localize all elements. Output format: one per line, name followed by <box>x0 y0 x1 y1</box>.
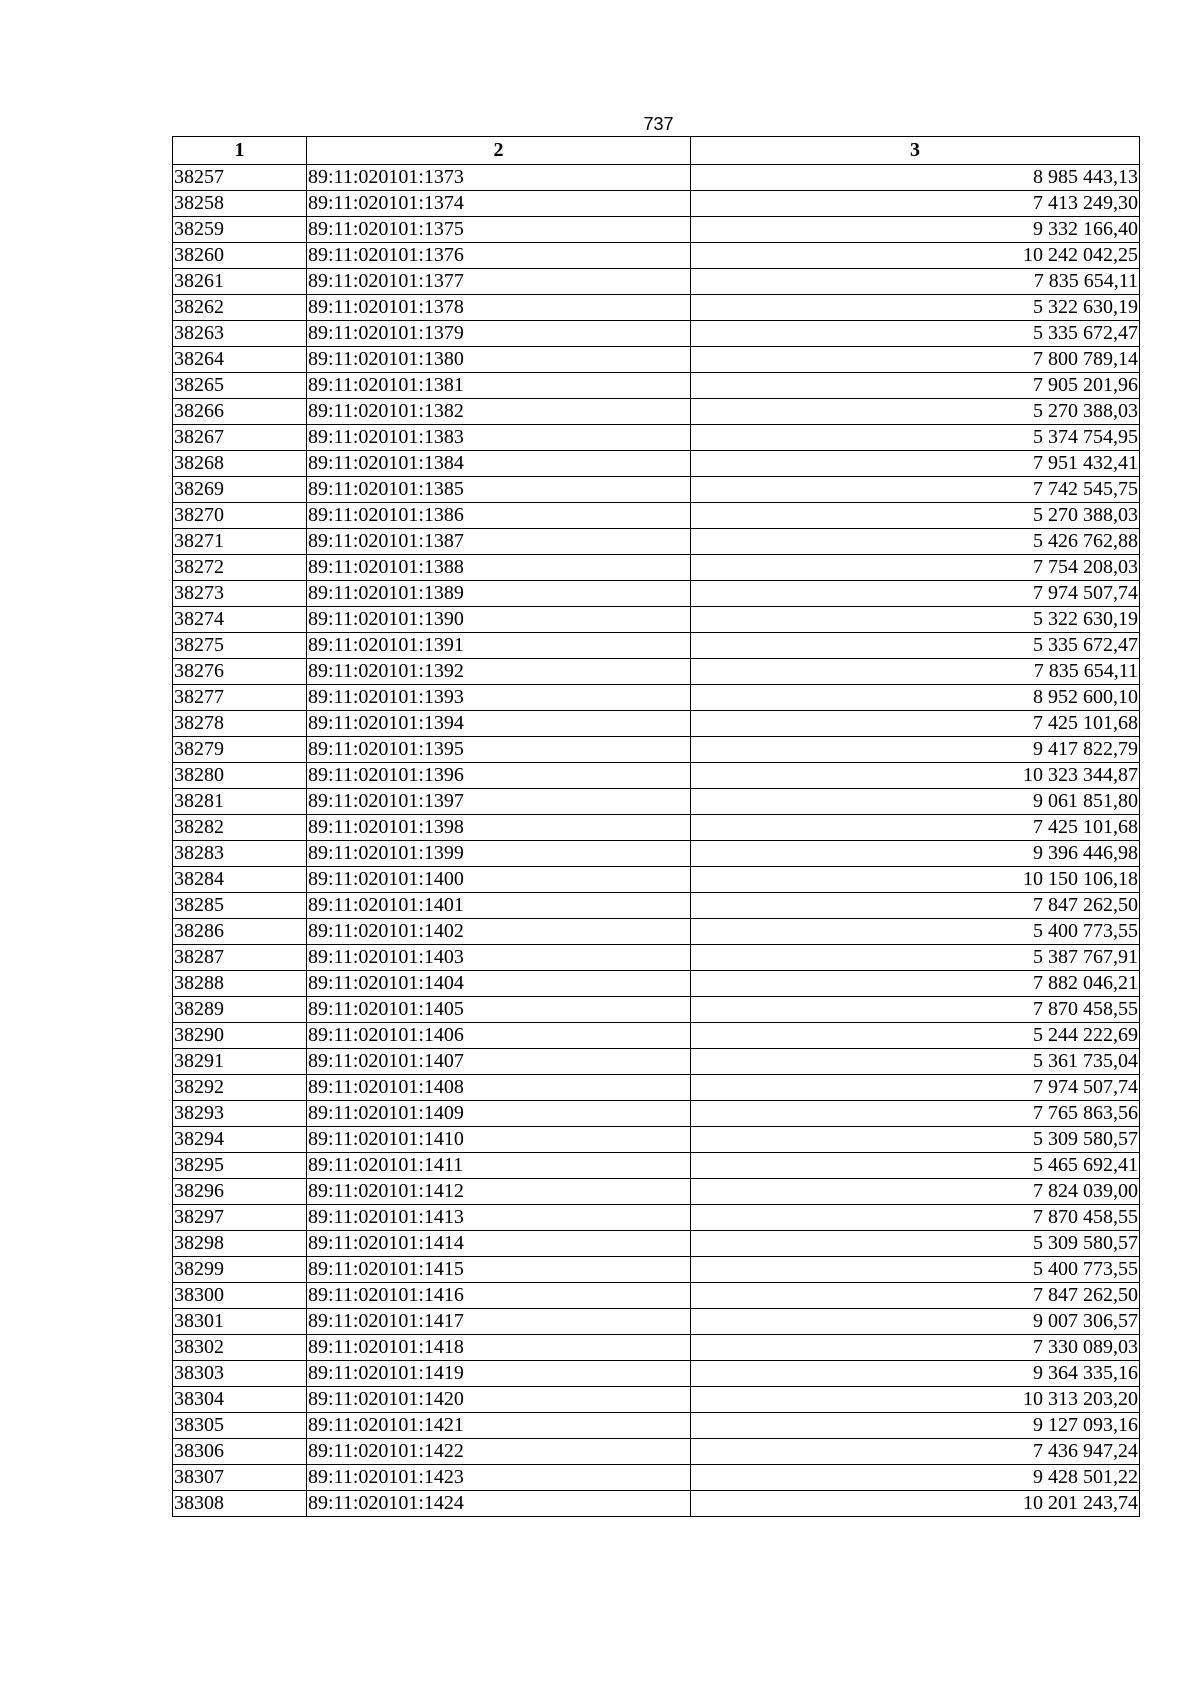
value-cell: 7 882 046,21 <box>691 971 1140 997</box>
row-number-cell: 38269 <box>173 477 307 503</box>
cadastral-number-cell: 89:11:020101:1377 <box>307 269 691 295</box>
value-cell: 7 847 262,50 <box>691 1283 1140 1309</box>
cadastral-number-cell: 89:11:020101:1397 <box>307 789 691 815</box>
table-row <box>173 1387 1140 1413</box>
cadastral-number-cell: 89:11:020101:1392 <box>307 659 691 685</box>
table-row <box>173 1127 1140 1153</box>
table-row <box>173 1491 1140 1517</box>
table-row <box>173 373 1140 399</box>
row-number-cell: 38276 <box>173 659 307 685</box>
row-number-cell: 38287 <box>173 945 307 971</box>
table-row <box>173 737 1140 763</box>
table-row <box>173 1257 1140 1283</box>
cadastral-number-cell: 89:11:020101:1396 <box>307 763 691 789</box>
table-row <box>173 1465 1140 1491</box>
row-number-cell: 38308 <box>173 1491 307 1517</box>
row-number-cell: 38273 <box>173 581 307 607</box>
cadastral-number-cell: 89:11:020101:1412 <box>307 1179 691 1205</box>
value-cell: 8 952 600,10 <box>691 685 1140 711</box>
table-row <box>173 867 1140 893</box>
value-cell: 5 270 388,03 <box>691 399 1140 425</box>
row-number-cell: 38305 <box>173 1413 307 1439</box>
cadastral-number-cell: 89:11:020101:1374 <box>307 191 691 217</box>
value-cell: 7 905 201,96 <box>691 373 1140 399</box>
table-row <box>173 815 1140 841</box>
table-row <box>173 1439 1140 1465</box>
table-row <box>173 711 1140 737</box>
table-row <box>173 1205 1140 1231</box>
table-row <box>173 295 1140 321</box>
row-number-cell: 38277 <box>173 685 307 711</box>
cadastral-number-cell: 89:11:020101:1422 <box>307 1439 691 1465</box>
row-number-cell: 38286 <box>173 919 307 945</box>
row-number-cell: 38289 <box>173 997 307 1023</box>
value-cell: 9 127 093,16 <box>691 1413 1140 1439</box>
table-row <box>173 269 1140 295</box>
cadastral-number-cell: 89:11:020101:1384 <box>307 451 691 477</box>
cadastral-number-cell: 89:11:020101:1409 <box>307 1101 691 1127</box>
value-cell: 5 244 222,69 <box>691 1023 1140 1049</box>
value-cell: 8 985 443,13 <box>691 165 1140 191</box>
cadastral-number-cell: 89:11:020101:1381 <box>307 373 691 399</box>
page-number-text: 737 <box>643 114 674 134</box>
table-row <box>173 607 1140 633</box>
table-row <box>173 1361 1140 1387</box>
cadastral-number-cell: 89:11:020101:1424 <box>307 1491 691 1517</box>
row-number-cell: 38284 <box>173 867 307 893</box>
value-cell: 5 322 630,19 <box>691 607 1140 633</box>
cadastral-number-cell: 89:11:020101:1376 <box>307 243 691 269</box>
row-number-cell: 38270 <box>173 503 307 529</box>
value-cell: 5 335 672,47 <box>691 633 1140 659</box>
value-cell: 5 270 388,03 <box>691 503 1140 529</box>
value-cell: 10 313 203,20 <box>691 1387 1140 1413</box>
table-body <box>173 165 1140 1517</box>
table-row <box>173 321 1140 347</box>
cadastral-number-cell: 89:11:020101:1375 <box>307 217 691 243</box>
table-row <box>173 1413 1140 1439</box>
table-row <box>173 529 1140 555</box>
value-cell: 7 835 654,11 <box>691 659 1140 685</box>
row-number-cell: 38279 <box>173 737 307 763</box>
table-row <box>173 1049 1140 1075</box>
row-number-cell: 38302 <box>173 1335 307 1361</box>
value-cell: 5 465 692,41 <box>691 1153 1140 1179</box>
row-number-cell: 38288 <box>173 971 307 997</box>
table-row <box>173 997 1140 1023</box>
table-row <box>173 399 1140 425</box>
value-cell: 7 974 507,74 <box>691 581 1140 607</box>
value-cell: 7 824 039,00 <box>691 1179 1140 1205</box>
row-number-cell: 38275 <box>173 633 307 659</box>
row-number-cell: 38274 <box>173 607 307 633</box>
value-cell: 9 396 446,98 <box>691 841 1140 867</box>
cadastral-number-cell: 89:11:020101:1393 <box>307 685 691 711</box>
row-number-cell: 38280 <box>173 763 307 789</box>
value-cell: 9 332 166,40 <box>691 217 1140 243</box>
row-number-cell: 38259 <box>173 217 307 243</box>
table-row <box>173 633 1140 659</box>
cadastral-number-cell: 89:11:020101:1411 <box>307 1153 691 1179</box>
cadastral-number-cell: 89:11:020101:1410 <box>307 1127 691 1153</box>
row-number-cell: 38262 <box>173 295 307 321</box>
value-cell: 5 426 762,88 <box>691 529 1140 555</box>
value-cell: 10 150 106,18 <box>691 867 1140 893</box>
table-row <box>173 841 1140 867</box>
row-number-cell: 38294 <box>173 1127 307 1153</box>
table-row <box>173 1153 1140 1179</box>
table-row <box>173 1075 1140 1101</box>
table-row <box>173 1023 1140 1049</box>
value-cell: 9 364 335,16 <box>691 1361 1140 1387</box>
cadastral-number-cell: 89:11:020101:1419 <box>307 1361 691 1387</box>
row-number-cell: 38263 <box>173 321 307 347</box>
table-row <box>173 659 1140 685</box>
column-header-1: 1 <box>173 137 307 165</box>
cadastral-number-cell: 89:11:020101:1379 <box>307 321 691 347</box>
cadastral-number-cell: 89:11:020101:1394 <box>307 711 691 737</box>
table-row <box>173 971 1140 997</box>
cadastral-number-cell: 89:11:020101:1401 <box>307 893 691 919</box>
row-number-cell: 38281 <box>173 789 307 815</box>
table-row <box>173 243 1140 269</box>
value-cell: 5 374 754,95 <box>691 425 1140 451</box>
cadastral-number-cell: 89:11:020101:1387 <box>307 529 691 555</box>
page-number <box>0 113 1200 135</box>
value-cell: 7 765 863,56 <box>691 1101 1140 1127</box>
cadastral-number-cell: 89:11:020101:1415 <box>307 1257 691 1283</box>
cadastral-number-cell: 89:11:020101:1404 <box>307 971 691 997</box>
row-number-cell: 38267 <box>173 425 307 451</box>
table-row <box>173 165 1140 191</box>
row-number-cell: 38264 <box>173 347 307 373</box>
cadastral-number-cell: 89:11:020101:1402 <box>307 919 691 945</box>
row-number-cell: 38306 <box>173 1439 307 1465</box>
cadastral-number-cell: 89:11:020101:1408 <box>307 1075 691 1101</box>
row-number-cell: 38299 <box>173 1257 307 1283</box>
cadastral-number-cell: 89:11:020101:1416 <box>307 1283 691 1309</box>
table-row <box>173 191 1140 217</box>
cadastral-number-cell: 89:11:020101:1389 <box>307 581 691 607</box>
value-cell: 5 335 672,47 <box>691 321 1140 347</box>
table-row <box>173 919 1140 945</box>
cadastral-number-cell: 89:11:020101:1386 <box>307 503 691 529</box>
row-number-cell: 38292 <box>173 1075 307 1101</box>
value-cell: 7 413 249,30 <box>691 191 1140 217</box>
cadastral-number-cell: 89:11:020101:1405 <box>307 997 691 1023</box>
cadastral-number-cell: 89:11:020101:1423 <box>307 1465 691 1491</box>
value-cell: 7 870 458,55 <box>691 997 1140 1023</box>
row-number-cell: 38301 <box>173 1309 307 1335</box>
column-header-2: 2 <box>307 137 691 165</box>
value-cell: 7 425 101,68 <box>691 815 1140 841</box>
row-number-cell: 38304 <box>173 1387 307 1413</box>
table-row <box>173 217 1140 243</box>
table-row <box>173 685 1140 711</box>
table-row <box>173 425 1140 451</box>
cadastral-number-cell: 89:11:020101:1421 <box>307 1413 691 1439</box>
row-number-cell: 38257 <box>173 165 307 191</box>
value-cell: 10 201 243,74 <box>691 1491 1140 1517</box>
cadastral-number-cell: 89:11:020101:1413 <box>307 1205 691 1231</box>
cadastral-number-cell: 89:11:020101:1399 <box>307 841 691 867</box>
value-cell: 7 330 089,03 <box>691 1335 1140 1361</box>
table-header <box>173 137 1140 165</box>
cadastral-number-cell: 89:11:020101:1400 <box>307 867 691 893</box>
cadastral-number-cell: 89:11:020101:1417 <box>307 1309 691 1335</box>
table-row <box>173 1231 1140 1257</box>
value-cell: 10 242 042,25 <box>691 243 1140 269</box>
table-row <box>173 1101 1140 1127</box>
row-number-cell: 38285 <box>173 893 307 919</box>
table-row <box>173 347 1140 373</box>
table-row <box>173 1283 1140 1309</box>
value-cell: 5 322 630,19 <box>691 295 1140 321</box>
column-header-3: 3 <box>691 137 1140 165</box>
cadastral-number-cell: 89:11:020101:1414 <box>307 1231 691 1257</box>
cadastral-number-cell: 89:11:020101:1390 <box>307 607 691 633</box>
value-cell: 7 870 458,55 <box>691 1205 1140 1231</box>
value-cell: 9 428 501,22 <box>691 1465 1140 1491</box>
table-row <box>173 945 1140 971</box>
row-number-cell: 38272 <box>173 555 307 581</box>
value-cell: 7 974 507,74 <box>691 1075 1140 1101</box>
cadastral-number-cell: 89:11:020101:1395 <box>307 737 691 763</box>
cadastral-number-cell: 89:11:020101:1418 <box>307 1335 691 1361</box>
value-cell: 7 742 545,75 <box>691 477 1140 503</box>
cadastral-number-cell: 89:11:020101:1407 <box>307 1049 691 1075</box>
data-table <box>172 136 1140 1517</box>
row-number-cell: 38307 <box>173 1465 307 1491</box>
row-number-cell: 38298 <box>173 1231 307 1257</box>
row-number-cell: 38265 <box>173 373 307 399</box>
cadastral-number-cell: 89:11:020101:1380 <box>307 347 691 373</box>
row-number-cell: 38300 <box>173 1283 307 1309</box>
row-number-cell: 38282 <box>173 815 307 841</box>
table-row <box>173 581 1140 607</box>
value-cell: 9 417 822,79 <box>691 737 1140 763</box>
value-cell: 7 800 789,14 <box>691 347 1140 373</box>
table-row <box>173 477 1140 503</box>
cadastral-number-cell: 89:11:020101:1406 <box>307 1023 691 1049</box>
cadastral-number-cell: 89:11:020101:1383 <box>307 425 691 451</box>
value-cell: 7 425 101,68 <box>691 711 1140 737</box>
table-row <box>173 763 1140 789</box>
value-cell: 9 061 851,80 <box>691 789 1140 815</box>
table-row <box>173 1179 1140 1205</box>
value-cell: 5 387 767,91 <box>691 945 1140 971</box>
cadastral-number-cell: 89:11:020101:1398 <box>307 815 691 841</box>
cadastral-number-cell: 89:11:020101:1391 <box>307 633 691 659</box>
value-cell: 9 007 306,57 <box>691 1309 1140 1335</box>
value-cell: 7 847 262,50 <box>691 893 1140 919</box>
row-number-cell: 38303 <box>173 1361 307 1387</box>
table-row <box>173 789 1140 815</box>
value-cell: 5 400 773,55 <box>691 919 1140 945</box>
cadastral-number-cell: 89:11:020101:1378 <box>307 295 691 321</box>
row-number-cell: 38293 <box>173 1101 307 1127</box>
table-row <box>173 893 1140 919</box>
cadastral-number-cell: 89:11:020101:1382 <box>307 399 691 425</box>
row-number-cell: 38297 <box>173 1205 307 1231</box>
cadastral-number-cell: 89:11:020101:1420 <box>307 1387 691 1413</box>
value-cell: 7 436 947,24 <box>691 1439 1140 1465</box>
cadastral-number-cell: 89:11:020101:1388 <box>307 555 691 581</box>
header-row <box>173 137 1140 165</box>
table-row <box>173 555 1140 581</box>
table-row <box>173 1309 1140 1335</box>
value-cell: 5 361 735,04 <box>691 1049 1140 1075</box>
row-number-cell: 38296 <box>173 1179 307 1205</box>
cadastral-number-cell: 89:11:020101:1403 <box>307 945 691 971</box>
row-number-cell: 38283 <box>173 841 307 867</box>
value-cell: 7 835 654,11 <box>691 269 1140 295</box>
row-number-cell: 38290 <box>173 1023 307 1049</box>
row-number-cell: 38278 <box>173 711 307 737</box>
value-cell: 7 951 432,41 <box>691 451 1140 477</box>
row-number-cell: 38271 <box>173 529 307 555</box>
value-cell: 7 754 208,03 <box>691 555 1140 581</box>
value-cell: 5 309 580,57 <box>691 1127 1140 1153</box>
value-cell: 10 323 344,87 <box>691 763 1140 789</box>
table-row <box>173 503 1140 529</box>
row-number-cell: 38268 <box>173 451 307 477</box>
row-number-cell: 38291 <box>173 1049 307 1075</box>
value-cell: 5 309 580,57 <box>691 1231 1140 1257</box>
row-number-cell: 38258 <box>173 191 307 217</box>
row-number-cell: 38261 <box>173 269 307 295</box>
row-number-cell: 38295 <box>173 1153 307 1179</box>
cadastral-number-cell: 89:11:020101:1373 <box>307 165 691 191</box>
table-row <box>173 451 1140 477</box>
value-cell: 5 400 773,55 <box>691 1257 1140 1283</box>
cadastral-number-cell: 89:11:020101:1385 <box>307 477 691 503</box>
table-row <box>173 1335 1140 1361</box>
row-number-cell: 38260 <box>173 243 307 269</box>
row-number-cell: 38266 <box>173 399 307 425</box>
